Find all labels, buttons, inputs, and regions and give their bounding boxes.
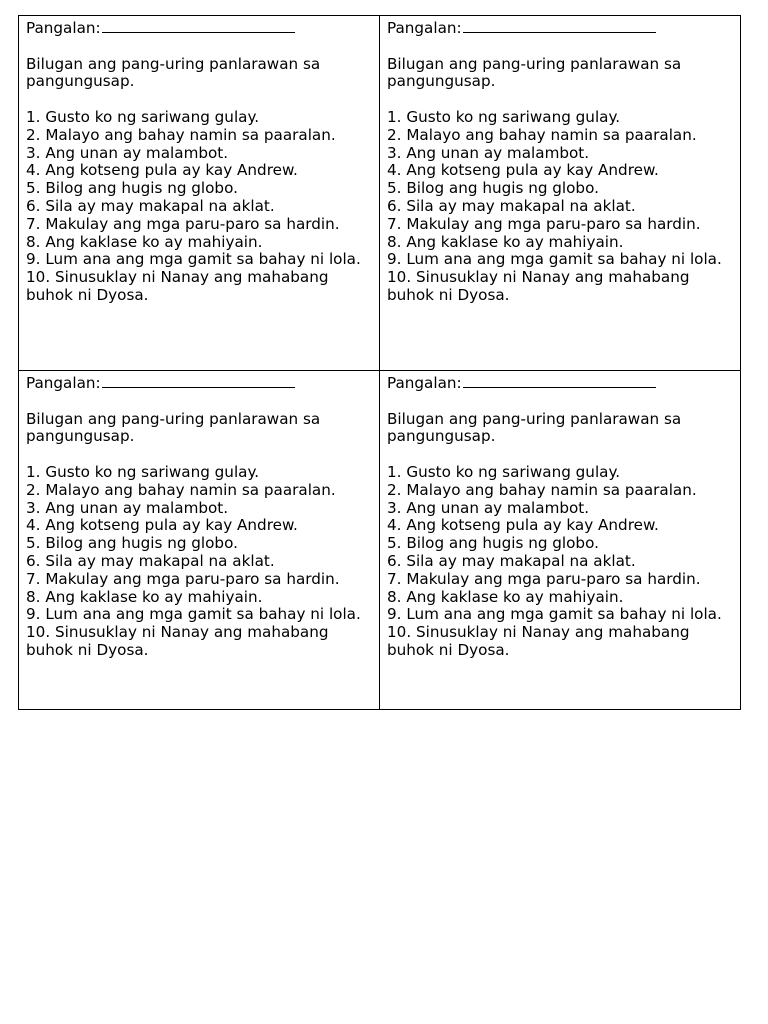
sentence-item: 4. Ang kotseng pula ay kay Andrew. bbox=[26, 161, 298, 180]
sentence-item: 6. Sila ay may makapal na aklat. bbox=[26, 551, 275, 570]
instruction-text: Bilugan ang pang-uring panlarawan sa pangungusap. bbox=[26, 409, 321, 446]
sentence-list bbox=[26, 109, 373, 305]
sentence-item: 2. Malayo ang bahay namin sa paaralan. bbox=[26, 480, 336, 499]
sentence-item: 7. Makulay ang mga paru-paro sa hardin. bbox=[387, 569, 701, 588]
sentence-item: 2. Malayo ang bahay namin sa paaralan. bbox=[387, 480, 697, 499]
sentence-item: 5. Bilog ang hugis ng globo. bbox=[26, 179, 238, 198]
sentence-item: 10. Sinusuklay ni Nanay ang mahabang buhok ni Dyosa. bbox=[387, 268, 690, 304]
worksheet-card bbox=[380, 16, 740, 371]
sentence-item: 9. Lum ana ang mga gamit sa bahay ni lola. bbox=[26, 250, 361, 269]
name-blank-line bbox=[463, 18, 656, 33]
sentence-item: 10. Sinusuklay ni Nanay ang mahabang buhok ni Dyosa. bbox=[26, 268, 329, 304]
sentence-item: 8. Ang kaklase ko ay mahiyain. bbox=[26, 232, 263, 251]
sentence-item: 10. Sinusuklay ni Nanay ang mahabang buhok ni Dyosa. bbox=[26, 623, 329, 659]
sentence-item: 3. Ang unan ay malambot. bbox=[26, 143, 229, 162]
sentence-item: 2. Malayo ang bahay namin sa paaralan. bbox=[387, 125, 697, 144]
sentence-item: 6. Sila ay may makapal na aklat. bbox=[387, 551, 636, 570]
sentence-item: 6. Sila ay may makapal na aklat. bbox=[26, 196, 275, 215]
sentence-item: 9. Lum ana ang mga gamit sa bahay ni lola. bbox=[387, 605, 722, 624]
name-label: Pangalan: bbox=[387, 19, 462, 37]
name-row bbox=[26, 18, 373, 38]
sentence-item: 4. Ang kotseng pula ay kay Andrew. bbox=[387, 161, 659, 180]
sentence-item: 7. Makulay ang mga paru-paro sa hardin. bbox=[26, 569, 340, 588]
worksheet-card bbox=[19, 16, 380, 371]
sentence-item: 8. Ang kaklase ko ay mahiyain. bbox=[26, 587, 263, 606]
sentence-item: 1. Gusto ko ng sariwang gulay. bbox=[26, 462, 260, 481]
sentence-item: 5. Bilog ang hugis ng globo. bbox=[387, 179, 599, 198]
name-label: Pangalan: bbox=[26, 374, 101, 392]
sentence-item: 10. Sinusuklay ni Nanay ang mahabang buhok ni Dyosa. bbox=[387, 623, 690, 659]
worksheet-card bbox=[19, 371, 380, 709]
name-blank-line bbox=[102, 373, 295, 388]
sentence-item: 8. Ang kaklase ko ay mahiyain. bbox=[387, 587, 624, 606]
sentence-item: 9. Lum ana ang mga gamit sa bahay ni lola. bbox=[26, 605, 361, 624]
sentence-item: 2. Malayo ang bahay namin sa paaralan. bbox=[26, 125, 336, 144]
sentence-item: 5. Bilog ang hugis ng globo. bbox=[387, 534, 599, 553]
worksheet-grid bbox=[18, 15, 741, 710]
sentence-item: 1. Gusto ko ng sariwang gulay. bbox=[387, 107, 621, 126]
sentence-item: 7. Makulay ang mga paru-paro sa hardin. bbox=[26, 214, 340, 233]
sentence-item: 5. Bilog ang hugis ng globo. bbox=[26, 534, 238, 553]
sentence-item: 9. Lum ana ang mga gamit sa bahay ni lola. bbox=[387, 250, 722, 269]
name-label: Pangalan: bbox=[26, 19, 101, 37]
sentence-list bbox=[387, 464, 734, 660]
sentence-item: 3. Ang unan ay malambot. bbox=[387, 143, 590, 162]
name-row bbox=[26, 373, 373, 393]
sentence-list bbox=[387, 109, 734, 305]
worksheet-card bbox=[380, 371, 740, 709]
instruction-text: Bilugan ang pang-uring panlarawan sa pangungusap. bbox=[26, 54, 321, 91]
name-blank-line bbox=[463, 373, 656, 388]
name-blank-line bbox=[102, 18, 295, 33]
sentence-item: 3. Ang unan ay malambot. bbox=[387, 498, 590, 517]
name-label: Pangalan: bbox=[387, 374, 462, 392]
sentence-item: 6. Sila ay may makapal na aklat. bbox=[387, 196, 636, 215]
sentence-item: 1. Gusto ko ng sariwang gulay. bbox=[26, 107, 260, 126]
sentence-item: 4. Ang kotseng pula ay kay Andrew. bbox=[387, 516, 659, 535]
sentence-item: 7. Makulay ang mga paru-paro sa hardin. bbox=[387, 214, 701, 233]
sentence-list bbox=[26, 464, 373, 660]
sentence-item: 8. Ang kaklase ko ay mahiyain. bbox=[387, 232, 624, 251]
sentence-item: 4. Ang kotseng pula ay kay Andrew. bbox=[26, 516, 298, 535]
instruction-text: Bilugan ang pang-uring panlarawan sa pangungusap. bbox=[387, 409, 682, 446]
instruction-text: Bilugan ang pang-uring panlarawan sa pangungusap. bbox=[387, 54, 682, 91]
name-row bbox=[387, 373, 734, 393]
sentence-item: 1. Gusto ko ng sariwang gulay. bbox=[387, 462, 621, 481]
sentence-item: 3. Ang unan ay malambot. bbox=[26, 498, 229, 517]
name-row bbox=[387, 18, 734, 38]
